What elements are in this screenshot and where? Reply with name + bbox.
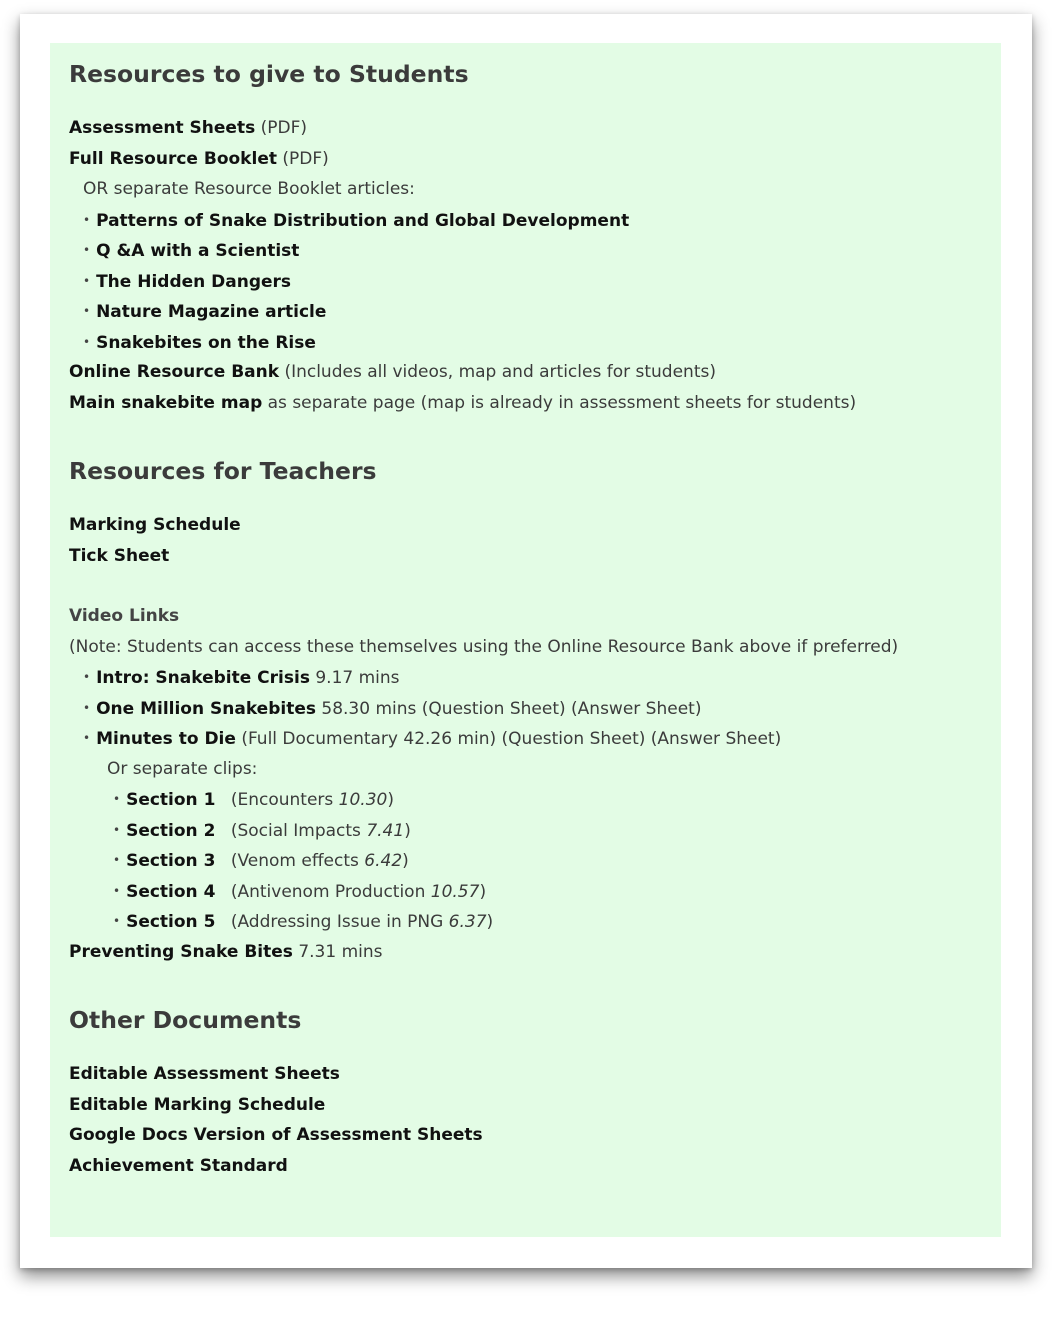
- section-link[interactable]: Section 2: [126, 820, 216, 841]
- section-time: 7.41: [366, 820, 405, 841]
- list-item: [69, 205, 989, 236]
- tick-sheet-link[interactable]: Tick Sheet: [69, 545, 170, 566]
- other-line: [69, 1090, 989, 1121]
- article-link[interactable]: Patterns of Snake Distribution and Global Development: [96, 210, 630, 231]
- section-link[interactable]: Section 4: [126, 881, 216, 902]
- list-item: [69, 296, 989, 327]
- bullet-icon: •: [113, 853, 121, 867]
- section-link[interactable]: Section 3: [126, 851, 216, 871]
- bullet-icon: •: [83, 304, 91, 318]
- bullet-icon: •: [113, 822, 121, 837]
- list-item: [69, 327, 989, 358]
- section-close: ): [402, 851, 409, 871]
- article-link[interactable]: Q &A with a Scientist: [96, 241, 300, 261]
- list-item: [69, 906, 989, 937]
- teachers-heading: Resources for Teachers: [69, 457, 377, 485]
- assessment-sheets-link[interactable]: Assessment Sheets: [69, 118, 256, 138]
- bullet-icon: •: [83, 700, 91, 715]
- main-map-note: as separate page (map is already in assessment sheets for students): [267, 392, 857, 413]
- full-booklet-link[interactable]: Full Resource Booklet: [69, 148, 277, 169]
- list-item: [69, 662, 989, 693]
- list-item: [69, 693, 989, 724]
- article-link[interactable]: Nature Magazine article: [96, 302, 327, 322]
- section-desc: (Antivenom Production: [230, 881, 431, 902]
- online-bank-line: [69, 357, 989, 388]
- other-line: [69, 1151, 989, 1182]
- section-close: ): [486, 912, 494, 932]
- video-duration: 58.30 mins (Question Sheet) (Answer Sheet): [321, 698, 702, 719]
- or-clips-text: Or separate clips:: [107, 758, 258, 779]
- section-close: ): [387, 790, 394, 810]
- section-time: 10.30: [338, 790, 388, 810]
- video-duration: 9.17 mins: [315, 668, 400, 688]
- video-note: (Note: Students can access these themselves using the Online Resource Bank above if preferred): [69, 636, 899, 657]
- other-line: [69, 1120, 989, 1151]
- list-item: [69, 815, 989, 846]
- list-item: [69, 235, 989, 266]
- full-booklet-line: [69, 144, 989, 175]
- other-heading: Other Documents: [69, 1006, 302, 1034]
- main-map-link[interactable]: Main snakebite map: [69, 392, 263, 413]
- preventing-link[interactable]: Preventing Snake Bites: [69, 941, 293, 962]
- section-time: 10.57: [430, 881, 480, 902]
- resources-content: [69, 51, 989, 1181]
- editable-marking-link[interactable]: Editable Marking Schedule: [69, 1094, 326, 1115]
- assessment-sheets-note: (PDF): [260, 118, 307, 138]
- google-docs-link[interactable]: Google Docs Version of Assessment Sheets: [69, 1125, 483, 1145]
- video-duration: (Full Documentary 42.26 min) (Question Sheet) (Answer Sheet): [241, 729, 782, 749]
- section-time: 6.42: [364, 851, 403, 871]
- bullet-icon: •: [83, 212, 91, 227]
- preventing-line: [69, 937, 989, 968]
- full-booklet-note: (PDF): [282, 148, 329, 169]
- bullet-icon: •: [113, 883, 121, 898]
- section-time: 6.37: [448, 912, 487, 932]
- list-item: [69, 784, 989, 815]
- section-desc: (Encounters: [230, 790, 339, 810]
- editable-assessment-link[interactable]: Editable Assessment Sheets: [69, 1064, 340, 1084]
- marking-schedule-line: [69, 510, 989, 541]
- online-bank-link[interactable]: Online Resource Bank: [69, 362, 280, 382]
- other-line: [69, 1059, 989, 1090]
- bullet-icon: •: [113, 792, 121, 806]
- tick-sheet-line: [69, 541, 989, 572]
- bullet-icon: •: [83, 670, 91, 684]
- bullet-icon: •: [83, 731, 91, 745]
- bullet-icon: •: [83, 334, 91, 349]
- section-desc: (Social Impacts: [230, 820, 367, 841]
- list-item: [69, 723, 989, 754]
- section-close: ): [479, 881, 487, 902]
- bullet-icon: •: [113, 914, 121, 928]
- document-card: [20, 14, 1032, 1268]
- assessment-sheets-line: [69, 113, 989, 144]
- section-link[interactable]: Section 1: [126, 790, 216, 810]
- online-bank-note: (Includes all videos, map and articles for students): [284, 362, 716, 382]
- section-close: ): [404, 820, 411, 841]
- bullet-icon: •: [83, 273, 91, 288]
- resources-panel: [50, 43, 1001, 1237]
- achievement-standard-link[interactable]: Achievement Standard: [69, 1155, 288, 1176]
- video-link[interactable]: Minutes to Die: [96, 729, 236, 749]
- or-separate-text: OR separate Resource Booklet articles:: [83, 179, 415, 199]
- preventing-duration: 7.31 mins: [298, 941, 383, 962]
- article-link[interactable]: Snakebites on the Rise: [96, 332, 316, 353]
- section-link[interactable]: Section 5: [126, 912, 216, 932]
- video-links-heading: Video Links: [69, 606, 180, 626]
- section-desc: (Addressing Issue in PNG: [230, 912, 449, 932]
- bullet-icon: •: [83, 243, 91, 257]
- list-item: [69, 266, 989, 297]
- video-link[interactable]: Intro: Snakebite Crisis: [96, 668, 310, 688]
- main-map-line: [69, 388, 989, 419]
- list-item: [69, 876, 989, 907]
- students-heading: Resources to give to Students: [69, 60, 469, 88]
- article-link[interactable]: The Hidden Dangers: [96, 271, 292, 292]
- section-desc: (Venom effects: [230, 851, 365, 871]
- list-item: [69, 845, 989, 876]
- marking-schedule-link[interactable]: Marking Schedule: [69, 515, 241, 535]
- video-link[interactable]: One Million Snakebites: [96, 698, 316, 719]
